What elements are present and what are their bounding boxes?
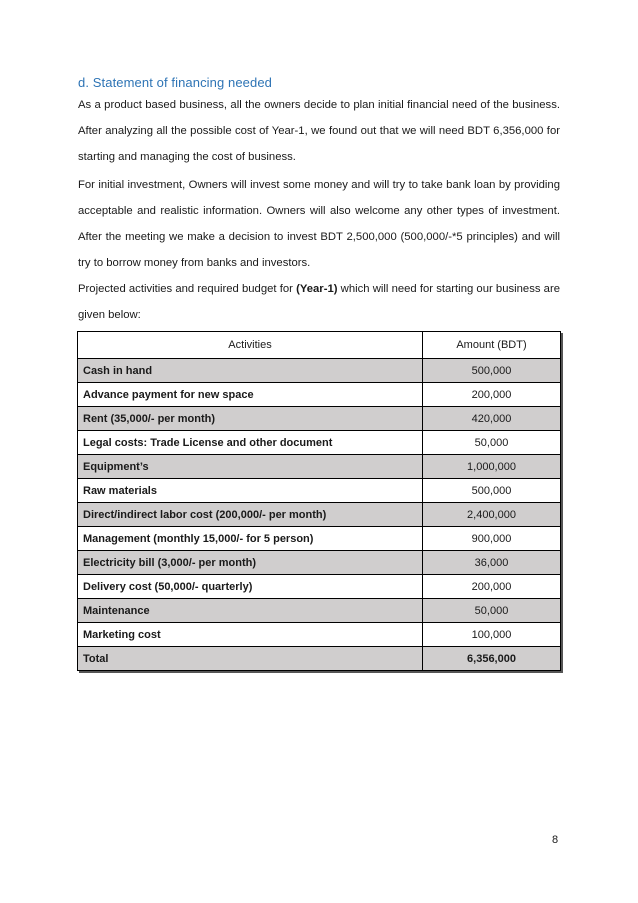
row-activity: Management (monthly 15,000/- for 5 person) (78, 527, 423, 551)
row-activity: Advance payment for new space (78, 383, 423, 407)
intro-text-after: which will need for starting our business are given below: (78, 283, 560, 321)
row-activity: Rent (35,000/- per month) (78, 407, 423, 431)
row-activity: Electricity bill (3,000/- per month) (78, 551, 423, 575)
table-row (78, 623, 561, 647)
table-header-row (78, 332, 561, 359)
row-amount: 6,356,000 (423, 647, 561, 671)
intro-year-bold: (Year-1) (296, 283, 338, 295)
table-row (78, 359, 561, 383)
row-amount: 500,000 (423, 359, 561, 383)
row-amount: 900,000 (423, 527, 561, 551)
table-row (78, 575, 561, 599)
row-amount: 420,000 (423, 407, 561, 431)
row-activity: Direct/indirect labor cost (200,000/- per month) (78, 503, 423, 527)
table-row (78, 455, 561, 479)
row-activity: Cash in hand (78, 359, 423, 383)
budget-table (77, 331, 561, 671)
row-activity: Legal costs: Trade License and other document (78, 431, 423, 455)
table-row (78, 431, 561, 455)
intro-text-before: Projected activities and required budget for (78, 283, 297, 295)
row-amount: 36,000 (423, 551, 561, 575)
header-amount: Amount (BDT) (423, 332, 561, 359)
table-row (78, 599, 561, 623)
section-heading: d. Statement of financing needed (78, 75, 273, 90)
row-amount: 200,000 (423, 383, 561, 407)
table-row (78, 503, 561, 527)
row-activity: Maintenance (78, 599, 423, 623)
row-activity: Total (78, 647, 423, 671)
row-amount: 200,000 (423, 575, 561, 599)
row-amount: 100,000 (423, 623, 561, 647)
row-amount: 50,000 (423, 431, 561, 455)
table-row (78, 551, 561, 575)
row-activity: Raw materials (78, 479, 423, 503)
header-activities: Activities (78, 332, 423, 359)
page-number: 8 (552, 834, 559, 846)
table-row-total (78, 647, 561, 671)
row-amount: 1,000,000 (423, 455, 561, 479)
row-amount: 50,000 (423, 599, 561, 623)
row-amount: 500,000 (423, 479, 561, 503)
row-activity: Equipment’s (78, 455, 423, 479)
row-activity: Marketing cost (78, 623, 423, 647)
row-amount: 2,400,000 (423, 503, 561, 527)
paragraph-financial-need: As a product based business, all the owners decide to plan initial financial need of the business. After analyzing all the possible cost of Year-1, we found out that we will need BDT 6,356,000 for starting and managing the cost of business. (78, 99, 560, 163)
table-row (78, 479, 561, 503)
row-activity: Delivery cost (50,000/- quarterly) (78, 575, 423, 599)
paragraph-budget-intro (78, 276, 560, 328)
paragraph-initial-investment: For initial investment, Owners will invest some money and will try to take bank loan by providing acceptable and realistic information. Owners will also welcome any other types of investment. After the meeting we make a decision to invest BDT 2,500,000 (500,000/-*5 principles) and will try to borrow money from banks and investors. (78, 179, 560, 269)
table-row (78, 407, 561, 431)
table-row (78, 383, 561, 407)
table-row (78, 527, 561, 551)
